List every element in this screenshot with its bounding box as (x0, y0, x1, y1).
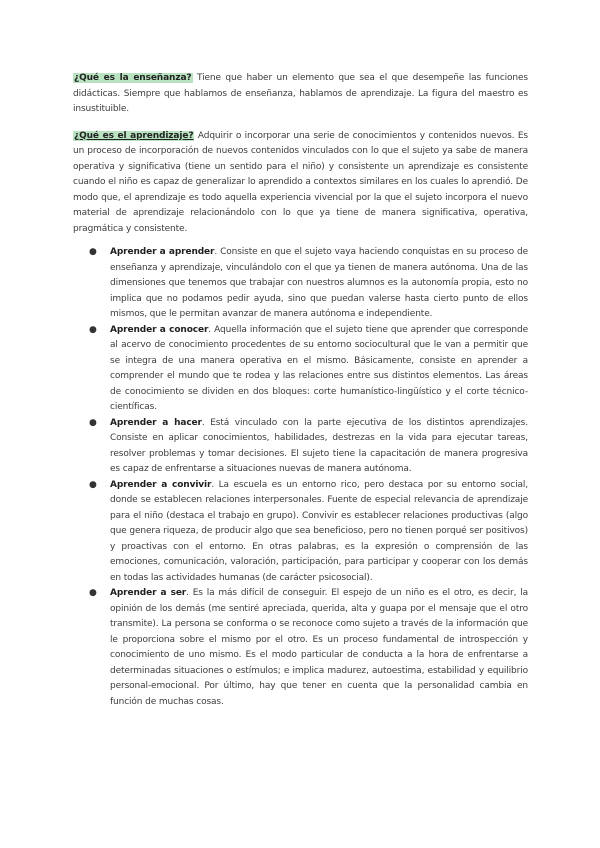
pillar-text: . Está vinculado con la parte ejecutiva de los distintos aprendizajes. Consiste en aplicar conocimientos, habilidades, destrezas en la vida para ejecutar tareas, resolver problemas y tomar decisiones. El sujeto tiene la capacitación de manera progresiva es capaz de enfrentarse a situaciones nuevas de manera autónoma. (110, 417, 528, 474)
pillar-term: Aprender a ser (110, 588, 187, 598)
list-item (89, 323, 528, 416)
list-item (89, 586, 528, 710)
pillar-term: Aprender a hacer (110, 417, 202, 428)
teaching-heading: ¿Qué es la enseñanza? (74, 73, 192, 83)
document-page (73, 71, 528, 710)
teaching-text: Tiene que haber un elemento que sea el que desempeñe las funciones didácticas. Siempre que hablamos de enseñanza, hablamos de aprendizaje. La figura del maestro es insustituible. (73, 73, 528, 114)
learning-paragraph (73, 129, 528, 238)
pillar-term: Aprender a conocer (110, 324, 209, 335)
teaching-paragraph (73, 71, 528, 118)
learning-text: Adquirir o incorporar una serie de conocimientos y contenidos nuevos. Es un proceso de incorporación de nuevos contenidos vinculados con lo que el sujeto ya sabe de manera operativa y significativa (tiene un sentido para el niño) y consistente un aprendizaje es consistente cuando el niño es capaz de generalizar lo aprendido a contextos similares en los cuales lo aprendió. De modo que, el aprendizaje es todo aquella experiencia vivencial por la que el sujeto incorpora el nuevo material de aprendizaje relacionándolo con lo que ya tiene de manera significativa, operativa, pragmática y consistente. (73, 130, 529, 234)
bullet-icon: ● (89, 324, 97, 335)
pillar-term: Aprender a aprender (110, 247, 215, 257)
pillar-text: . Aquella información que el sujeto tiene que aprender que corresponde al acervo de conocimiento procedentes de su entorno sociocultural que le van a permitir que se integra de una manera operativa en el mismo. Básicamente, consiste en aprender a comprender el mundo que te rodea y las relaciones entre sus distintos elementos. Las áreas de conocimiento se dividen en dos bloques: corte humanístico-lingüístico y el corte técnico-científicas. (110, 324, 528, 412)
bullet-icon: ● (89, 247, 97, 257)
list-item (89, 245, 528, 323)
pillar-text: . Es la más difícil de conseguir. El espejo de un niño es el otro, es decir, la opinión de los demás (me sentiré apreciada, querida, alta y guapa por el mensaje que el otro transmite). La persona se conforma o se reconoce como sujeto a través de la información que le proporciona sobre el mismo por el otro. Es un proceso fundamental de introspección y conocimiento de uno mismo. Es el modo particular de conducta a la hora de enfrentarse a determinadas situaciones o estímulos; e implica madurez, autoestima, estabilidad y equilibrio personal-emocional. Por último, hay que tener en cuenta que la personalidad cambia en función de muchas cosas. (110, 588, 528, 707)
learning-pillars-list (73, 245, 528, 710)
bullet-icon: ● (89, 588, 97, 598)
pillar-text: . Consiste en que el sujeto vaya haciendo conquistas en su proceso de enseñanza y aprendizaje, vinculándolo con el que ya tienen de manera autónoma. Una de las dimensiones que tenemos que trabajar con nuestros alumnos es la autonomía propia, esto no implica que no podamos pedir ayuda, sino que puedan valerse hasta cierto punto de ellos mismos, que le permitan avanzar de manera autónoma e independiente. (110, 247, 528, 319)
bullet-icon: ● (89, 479, 97, 490)
pillar-text: . La escuela es un entorno rico, pero destaca por su entorno social, donde se establecen relaciones interpersonales. Fuente de especial relevancia de aprendizaje para el niño (destaca el trabajo en grupo). Convivir es establecer relaciones productivas (algo que genera riqueza, de producir algo que sea beneficioso, pero no tienen porqué ser positivos) y proactivas con el entorno. En otras palabras, es la expresión o comprensión de las emociones, comunicación, valoración, participación, para participar y cooperar con los demás en todas las actividades humanas (de carácter psicosocial). (110, 479, 528, 583)
bullet-icon: ● (89, 417, 97, 428)
list-item (89, 416, 528, 478)
learning-heading: ¿Qué es el aprendizaje? (74, 130, 194, 141)
pillar-term: Aprender a convivir (110, 479, 212, 490)
list-item (89, 478, 528, 587)
